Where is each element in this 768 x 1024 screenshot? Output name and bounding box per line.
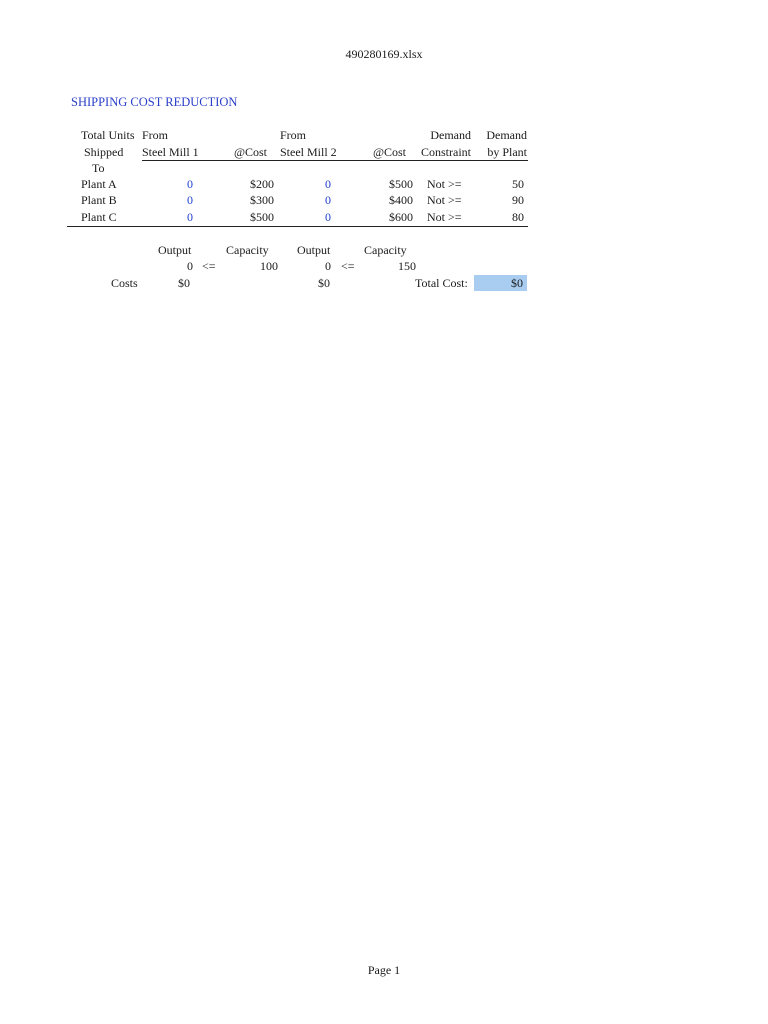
row-plant-label: Plant C [81, 210, 117, 224]
mill2-cost-cell: $600 [389, 210, 413, 224]
table-bottom-border [67, 226, 528, 227]
header-steel-mill-1: Steel Mill 1 [142, 145, 199, 159]
document-header: 490280169.xlsx [345, 47, 423, 61]
output-value-2: 0 [325, 259, 331, 273]
capacity-value-1: 100 [260, 259, 278, 273]
le-sign-2: <= [341, 259, 355, 273]
output-label-1: Output [158, 243, 192, 257]
header-cost-2: @Cost [372, 145, 406, 159]
header-steel-mill-2: Steel Mill 2 [280, 145, 337, 159]
page-footer: Page 1 [367, 963, 401, 977]
mill1-cost-cell: $300 [250, 193, 274, 207]
capacity-value-2: 150 [398, 259, 416, 273]
total-cost-label: Total Cost: [415, 276, 468, 290]
mill2-cost-cell: $400 [389, 193, 413, 207]
header-constraint: Constraint [421, 145, 471, 159]
constraint-cell: Not >= [427, 210, 462, 224]
constraint-cell: Not >= [427, 193, 462, 207]
constraint-cell: Not >= [427, 177, 462, 191]
row-plant-label: Plant A [81, 177, 117, 191]
capacity-label-2: Capacity [364, 243, 407, 257]
mill1-units-cell[interactable]: 0 [187, 193, 193, 207]
mill1-units-cell[interactable]: 0 [187, 177, 193, 191]
demand-cell: 50 [512, 177, 524, 191]
output-label-2: Output [297, 243, 331, 257]
demand-cell: 80 [512, 210, 524, 224]
mill1-cost-cell: $500 [250, 210, 274, 224]
header-divider [142, 160, 528, 161]
mill2-units-cell[interactable]: 0 [325, 193, 331, 207]
header-by-plant: by Plant [487, 145, 527, 159]
header-demand-constraint: Demand [430, 128, 471, 142]
output-value-1: 0 [187, 259, 193, 273]
header-from-mill2: From [280, 128, 307, 142]
header-cost-1: @Cost [233, 145, 267, 159]
header-total-units: Total Units [81, 128, 135, 142]
total-cost-value: $0 [511, 276, 523, 290]
header-shipped: Shipped [84, 145, 124, 159]
cost-value-1: $0 [178, 276, 190, 290]
costs-label: Costs [111, 276, 138, 290]
mill1-units-cell[interactable]: 0 [187, 210, 193, 224]
mill2-units-cell[interactable]: 0 [325, 177, 331, 191]
le-sign-1: <= [202, 259, 216, 273]
sheet-title: SHIPPING COST REDUCTION [71, 95, 238, 109]
header-demand-plant: Demand [486, 128, 527, 142]
header-to: To [92, 161, 105, 175]
mill2-cost-cell: $500 [389, 177, 413, 191]
header-from-mill1: From [142, 128, 169, 142]
cost-value-2: $0 [318, 276, 330, 290]
demand-cell: 90 [512, 193, 524, 207]
row-plant-label: Plant B [81, 193, 117, 207]
mill1-cost-cell: $200 [250, 177, 274, 191]
capacity-label-1: Capacity [226, 243, 269, 257]
mill2-units-cell[interactable]: 0 [325, 210, 331, 224]
